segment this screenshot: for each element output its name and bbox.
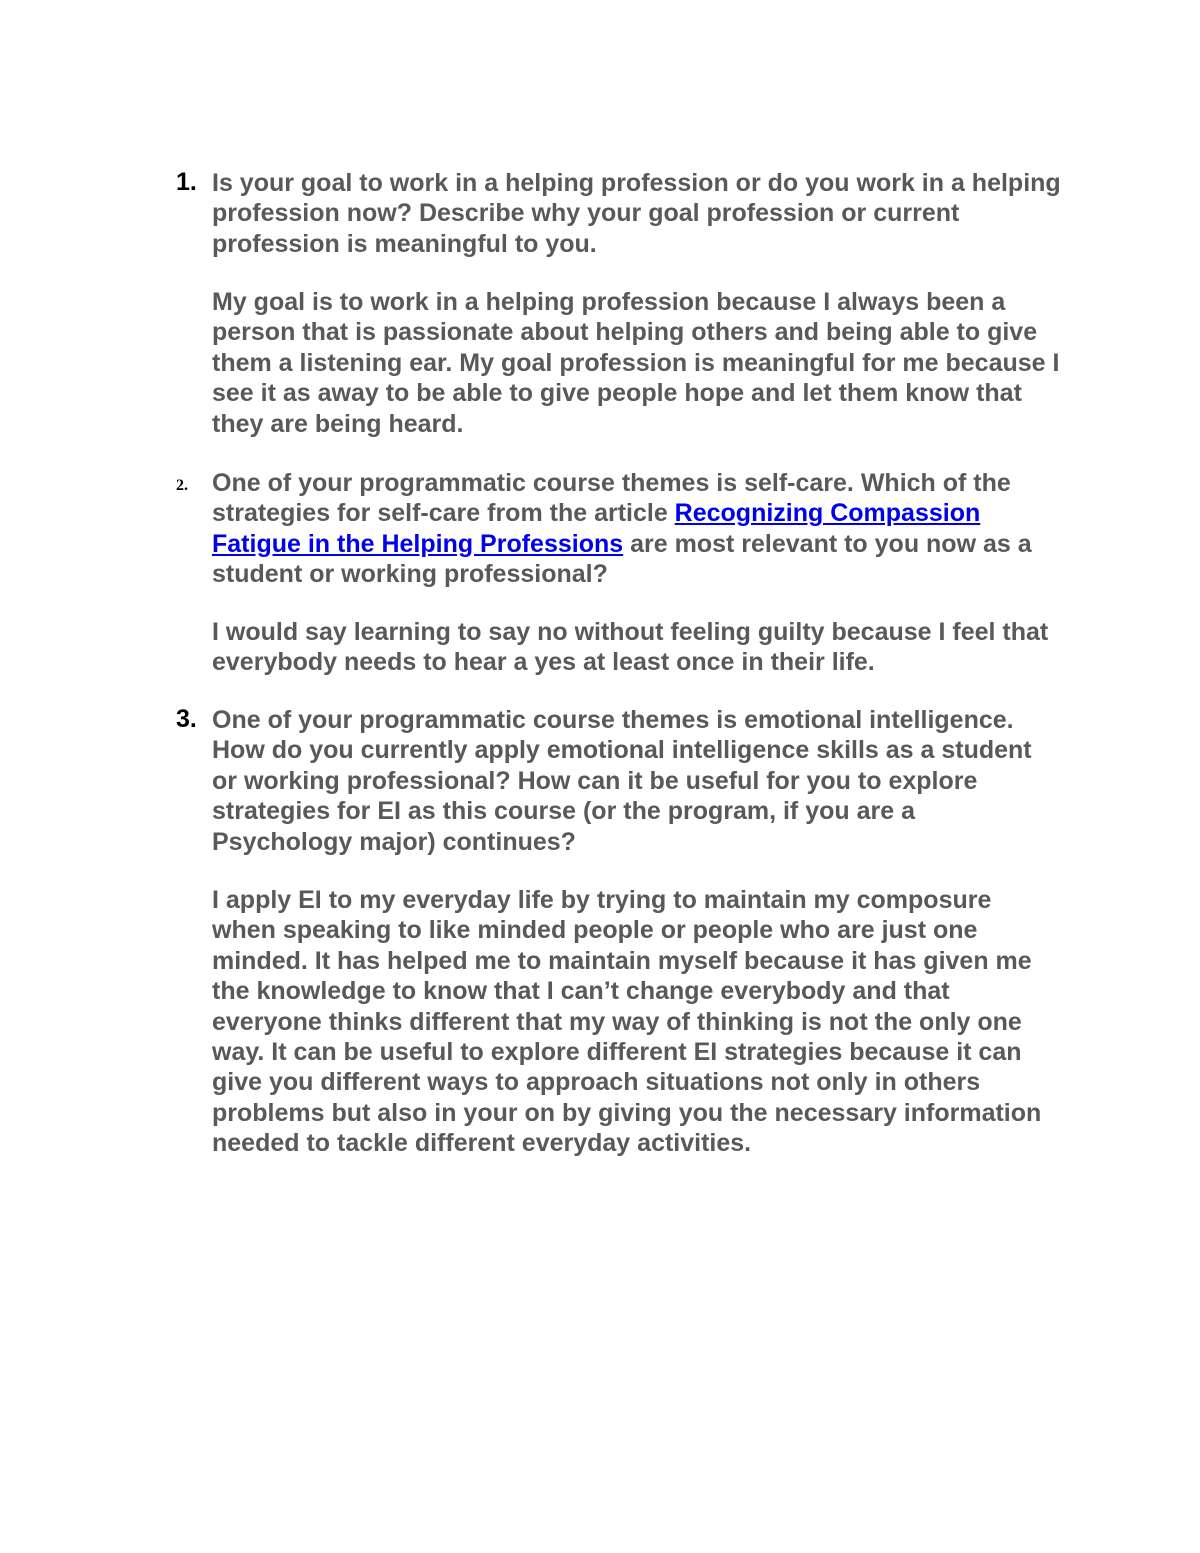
article-link[interactable]: Recognizing Compassion Fatigue in the Helping Professions bbox=[212, 499, 981, 558]
question-1-answer: My goal is to work in a helping profession because I always been a person that is passionate about helping others and being able to give them a listening ear. My goal profession is meaningful for me because I see it as away to be able to give people hope and let them know that they are being heard. bbox=[212, 288, 1060, 438]
question-2-number: 2. bbox=[176, 477, 188, 494]
question-2-prompt bbox=[212, 468, 1062, 590]
question-3-number: 3. bbox=[176, 705, 197, 733]
question-1-prompt: Is your goal to work in a helping profession or do you work in a helping profession now? Describe why your goal profession or current profession is meaningful to you. bbox=[212, 169, 1061, 258]
question-2-prompt-start: One of your programmatic course themes is self-care. Which of the strategies for self-care from the article bbox=[212, 469, 1011, 528]
question-3-prompt: One of your programmatic course themes is emotional intelligence. How do you currently apply emotional intelligence skills as a student or working professional? How can it be useful for you to explore strategies for EI as this course (or the program, if you are a Psychology major) continues? bbox=[212, 706, 1032, 856]
question-3-answer: I apply EI to my everyday life by trying to maintain my composure when speaking to like minded people or people who are just one minded. It has helped me to maintain myself because it has given me the knowledge to know that I can’t change everybody and that everyone thinks different that my way of thinking is not the only one way. It can be useful to explore different EI strategies because it can give you different ways to approach situations not only in others problems but also in your on by giving you the necessary information needed to tackle different everyday activities. bbox=[212, 886, 1042, 1158]
question-1-number: 1. bbox=[176, 168, 197, 196]
question-2-prompt-end: are most relevant to you now as a student or working professional? bbox=[212, 529, 1032, 589]
question-2-answer: I would say learning to say no without feeling guilty because I feel that everybody needs to hear a yes at least once in their life. bbox=[212, 618, 1049, 677]
